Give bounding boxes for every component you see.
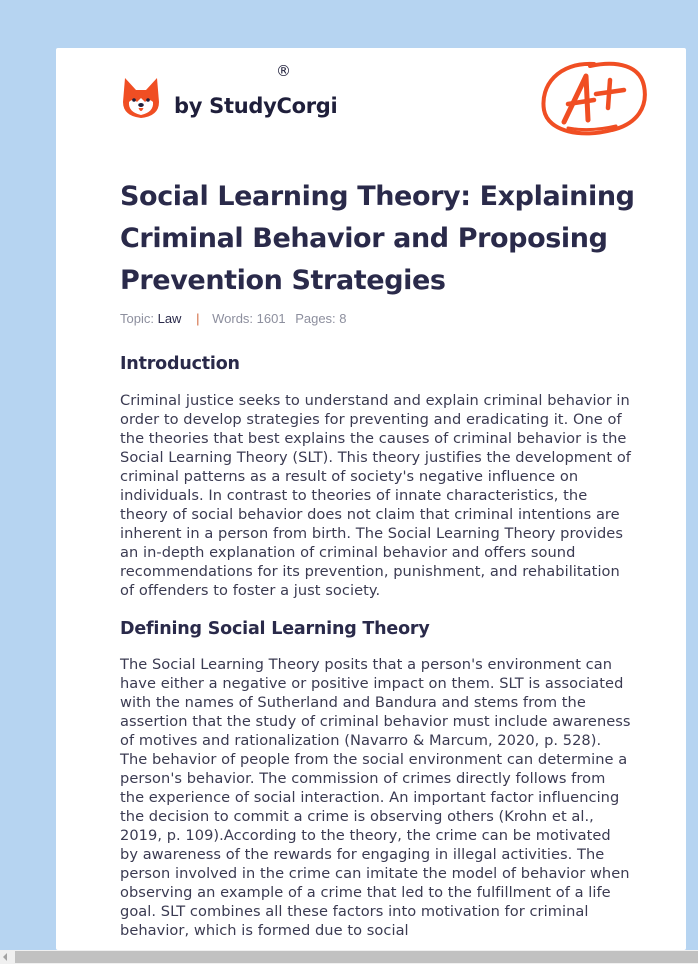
corgi-icon [122,76,160,120]
section-heading-introduction: Introduction [120,354,240,374]
scrollbar-thumb[interactable] [15,951,698,963]
section-paragraph-defining-slt: The Social Learning Theory posits that a person's environment can have either a negative or positive impact on them. SLT is associated with the names of Sutherland and Bandura and stems from the assertion that the study of criminal behavior must include awareness of motives and rationalization (Navarro & Marcum, 2020, p. 528). The behavior of people from the social environment can determine a person's behavior. The commission of crimes directly follows from the experience of social interaction. An important factor influencing the decision to commit a crime is observing others (Krohn et al., 2019, p. 109).According to the theory, the crime can be motivated by awareness of the rewards for engaging in illegal activities. The person involved in the crime can imitate the model of behavior when observing an example of a crime that led to the fulfillment of a life goal. SLT combines all these factors into motivation for criminal behavior, which is formed due to social [120,656,631,939]
page-count: Pages: 8 [295,311,347,326]
horizontal-scrollbar[interactable] [0,950,698,964]
word-count: Words: 1601 [212,311,286,326]
scroll-left-arrow-icon[interactable] [3,953,7,961]
document-card [56,48,686,950]
registered-mark: ® [276,62,291,80]
section-heading-defining-slt: Defining Social Learning Theory [120,619,430,639]
studycorgi-logo[interactable] [122,76,337,120]
article-meta [120,311,347,326]
brand-name: by StudyCorgi [174,94,338,118]
topic-link[interactable]: Law [157,311,182,326]
meta-separator: | [196,311,200,326]
article-title: Social Learning Theory: Explaining Criminal Behavior and Proposing Prevention Strategies [120,181,635,296]
section-paragraph-introduction: Criminal justice seeks to understand and explain criminal behavior in order to develop strategies for preventing and eradicating it. One of the theories that best explains the causes of criminal behavior is the Social Learning Theory (SLT). This theory justifies the development of criminal patterns as a result of society's negative influence on individuals. In contrast to theories of innate characteristics, the theory of social behavior does not claim that criminal intentions are inherent in a person from birth. The Social Learning Theory provides an in-depth explanation of criminal behavior and offers sound recommendations for its prevention, punishment, and rehabilitation of offenders to foster a just society. [120,392,631,599]
a-plus-grade-icon [538,58,650,140]
topic-label: Topic: [120,311,154,326]
